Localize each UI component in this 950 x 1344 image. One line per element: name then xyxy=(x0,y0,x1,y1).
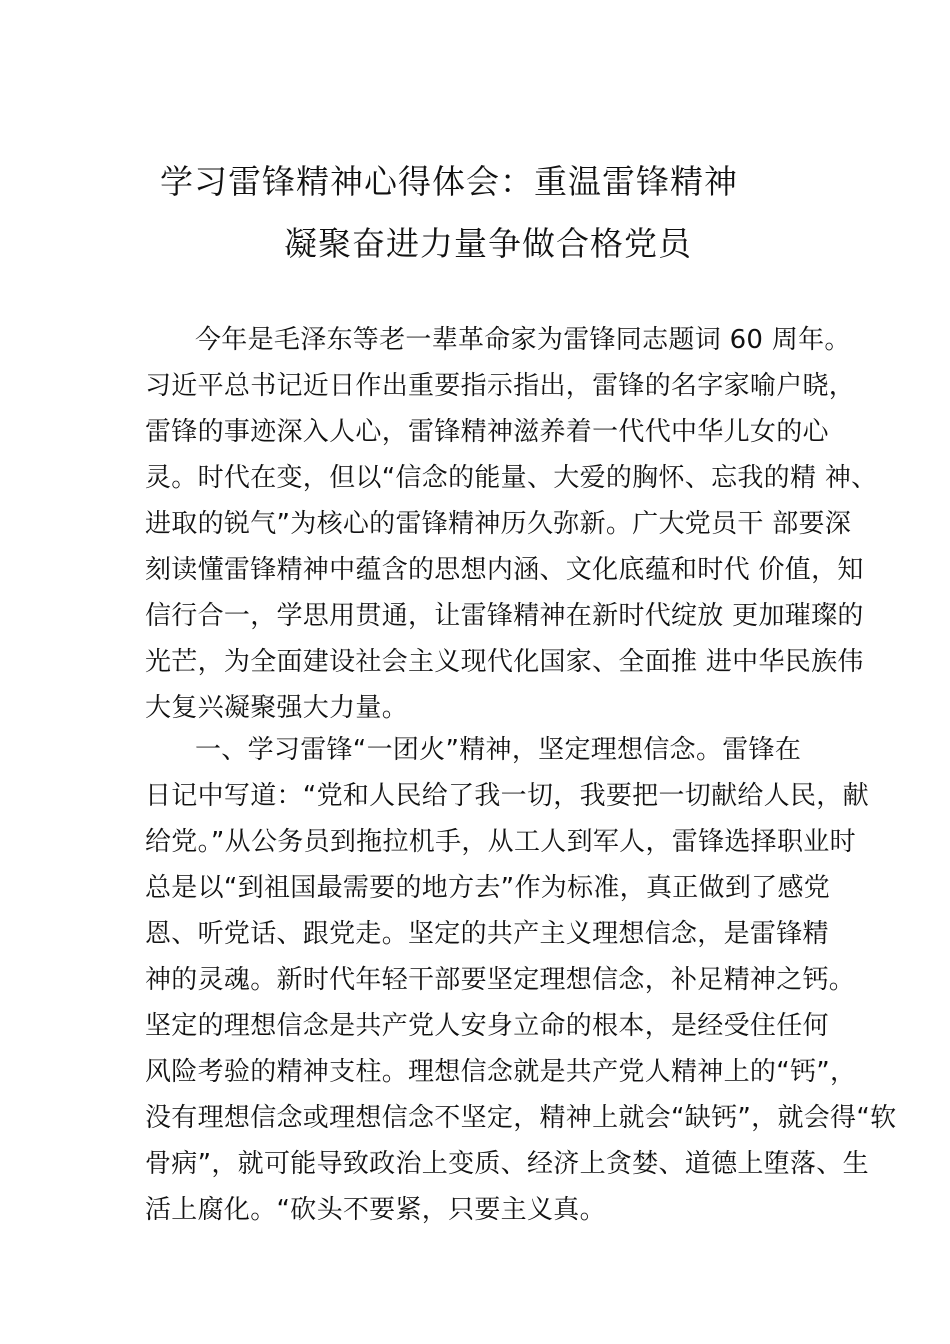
paragraph-1-line-4: 灵。时代在变，但以“信念的能量、大爱的胸怀、忘我的精 神、 xyxy=(145,463,878,493)
paragraph-2-line-10: 骨病”，就可能导致政治上变质、经济上贪婪、道德上堕落、生 xyxy=(145,1149,869,1179)
document-title-line-2: 凝聚奋进力量争做合格党员 xyxy=(284,224,692,263)
paragraph-1-line-3: 雷锋的事迹深入人心，雷锋精神滋养着一代代中华儿女的心 xyxy=(145,417,829,447)
paragraph-1-line-7: 信行合一，学思用贯通，让雷锋精神在新时代绽放 更加璀璨的 xyxy=(145,601,864,631)
paragraph-2-line-8: 风险考验的精神支柱。理想信念就是共产党人精神上的“钙”， xyxy=(145,1057,857,1087)
paragraph-2-line-7: 坚定的理想信念是共产党人安身立命的根本，是经受住任何 xyxy=(145,1011,829,1041)
paragraph-2-line-11: 活上腐化。“砍头不要紧，只要主义真。 xyxy=(145,1195,606,1225)
paragraph-2-line-6: 神的灵魂。新时代年轻干部要坚定理想信念，补足精神之钙。 xyxy=(145,965,856,995)
paragraph-1-line-5: 进取的锐气”为核心的雷锋精神历久弥新。广大党员干 部要深 xyxy=(145,509,852,539)
paragraph-2-line-5: 恩、听党话、跟党走。坚定的共产主义理想信念，是雷锋精 xyxy=(145,919,829,949)
paragraph-2-line-3: 给党。”从公务员到拖拉机手，从工人到军人，雷锋选择职业时 xyxy=(145,827,856,857)
paragraph-1-line-1: 今年是毛泽东等老一辈革命家为雷锋同志题词 60 周年。 xyxy=(195,325,851,355)
paragraph-2-line-2: 日记中写道：“党和人民给了我一切，我要把一切献给人民，献 xyxy=(145,781,869,811)
paragraph-1-line-2: 习近平总书记近日作出重要指示指出，雷锋的名字家喻户晓， xyxy=(145,371,856,401)
paragraph-1-line-6: 刻读懂雷锋精神中蕴含的思想内涵、文化底蕴和时代 价值，知 xyxy=(145,555,864,585)
paragraph-1-line-9: 大复兴凝聚强大力量。 xyxy=(145,693,409,723)
paragraph-2-line-4: 总是以“到祖国最需要的地方去”作为标准，真正做到了感党 xyxy=(145,873,831,903)
document-title-line-1: 学习雷锋精神心得体会：重温雷锋精神 xyxy=(160,162,738,201)
paragraph-2-line-1: 一、学习雷锋“一团火”精神，坚定理想信念。雷锋在 xyxy=(195,735,802,765)
paragraph-1-line-8: 光芒，为全面建设社会主义现代化国家、全面推 进中华民族伟 xyxy=(145,647,864,677)
paragraph-2-line-9: 没有理想信念或理想信念不坚定，精神上就会“缺钙”，就会得“软 xyxy=(145,1103,897,1133)
